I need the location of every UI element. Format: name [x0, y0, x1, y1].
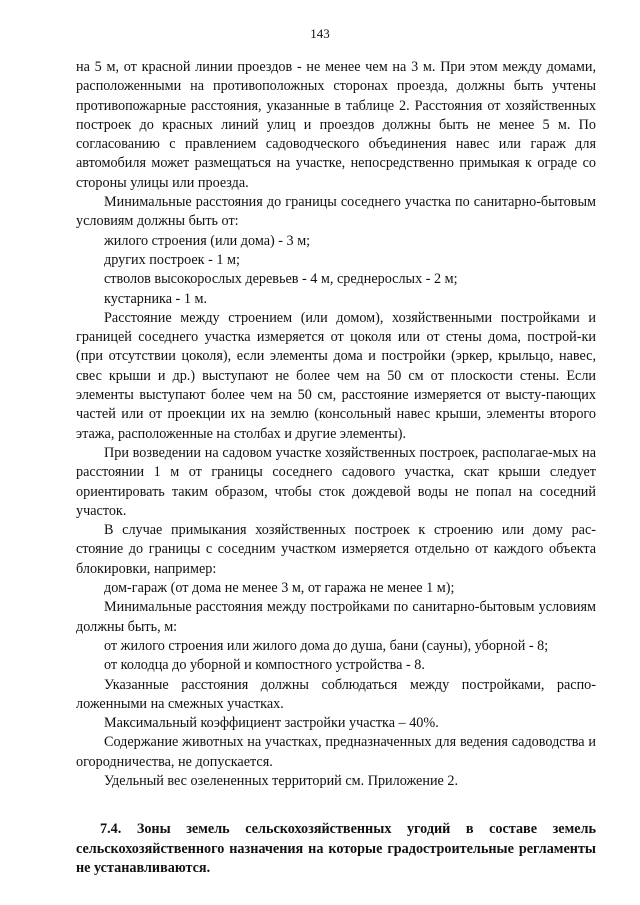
document-body — [76, 58, 596, 878]
paragraph-green-areas: Удельный вес озелененных территорий см. Приложение 2. — [104, 772, 459, 789]
list-item: от колодца до уборной и компостного устройства - 8. — [104, 657, 425, 674]
paragraph-sanitary-distances: Минимальные расстояния между постройками по санитарно-бытовым условиям должны быть, м: — [76, 599, 596, 635]
list-item: дом-гараж (от дома не менее 3 м, от гаража не менее 1 м); — [104, 580, 455, 597]
paragraph-setbacks-from-lines: на 5 м, от красной линии проездов - не менее чем на 3 м. При этом между домами, расположенными на противоположных сторонах проезда, должны быть учтены противопожарные расстояния, указанные в таблице 2. Расстояния от хозяйственных построек до красных линий улиц и проездов должны быть не менее 5 м. По согласованию с правлением садоводческого объединения навес или гараж для автомобиля может размещаться на участке, непосредственно примыкая к ограде со стороны улицы или проезда. — [76, 59, 596, 191]
list-item: от жилого строения или жилого дома до душа, бани (сауны), уборной - 8; — [104, 637, 549, 654]
page-number: 143 — [310, 26, 330, 41]
paragraph-min-distances-intro: Минимальные расстояния до границы соседнего участка по санитарно-бытовым условиям должны быть от: — [76, 194, 596, 230]
list-item: кустарника - 1 м. — [104, 290, 207, 307]
section-heading: 7.4. Зоны земель сельскохозяйственных угодий в составе земель сельскохозяйственного назначения на которые градостроительные регламенты не устанавливаются. — [76, 821, 596, 876]
paragraph-adjacent-plots: Указанные расстояния должны соблюдаться между постройками, распо-ложенными на смежных участках. — [76, 676, 596, 712]
list-item: стволов высокорослых деревьев - 4 м, среднерослых - 2 м; — [104, 271, 458, 288]
list-item: других построек - 1 м; — [104, 251, 240, 268]
paragraph-animals: Содержание животных на участках, предназначенных для ведения садоводства и огородничества, не допускается. — [76, 734, 596, 770]
paragraph-coverage-ratio: Максимальный коэффициент застройки участка – 40%. — [104, 715, 439, 732]
paragraph-measurement-rules: Расстояние между строением (или домом), хозяйственными постройками и границей соседнего участка измеряется от цоколя или от стены дома, построй-ки (при отсутствии цоколя), если элементы дома и постройки (эркер, крыльцо, навес, свес крыши и др.) выступают не более чем на 50 см от плоскости стены. Если элементы выступают более чем на 50 см, расстояние измеряется от высту-пающих частей или от проекции их на землю (консольный навес крыши, элементы второго этажа, расположенные на столбах и другие элементы). — [76, 309, 596, 442]
paragraph-roof-slope: При возведении на садовом участке хозяйственных построек, располагае-мых на расстоянии 1 м от границы соседнего садового участка, скат крыши следует ориентировать таким образом, чтобы сток дождевой воды не попал на соседний участок. — [76, 444, 596, 519]
list-item: жилого строения (или дома) - 3 м; — [104, 232, 311, 249]
paragraph-adjoining-buildings: В случае примыкания хозяйственных построек к строению или дому рас-стояние до границы с соседним участком измеряется отдельно от каждого объекта блокировки, например: — [76, 522, 596, 577]
